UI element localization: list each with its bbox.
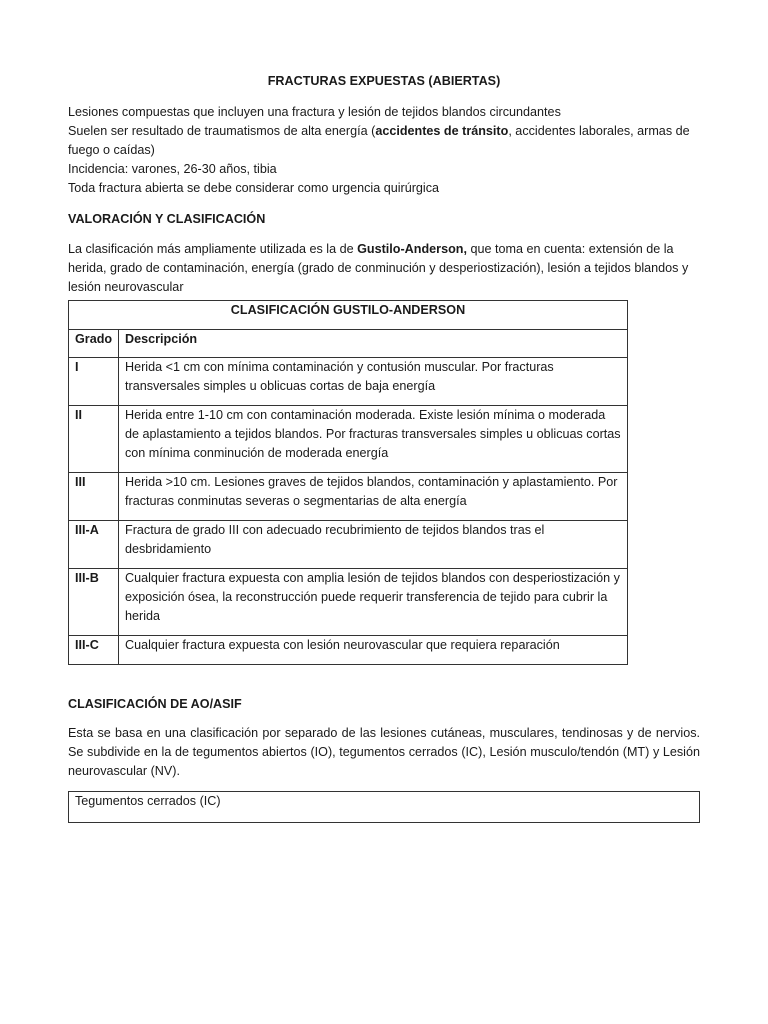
description-cell: Cualquier fractura expuesta con lesión neurovascular que requiera reparación (119, 636, 628, 665)
document-page (68, 72, 700, 823)
tegumentos-cerrados-box (68, 791, 700, 823)
table-caption-row (69, 301, 628, 330)
section-paragraph-ao-asif: Esta se basa en una clasificación por separado de las lesiones cutáneas, musculares, tendinosas y de nervios. Se subdivide en la de tegumentos abiertos (IO), tegumentos cerrados (IC), Lesión musculo/tendón (MT) y Lesión neurovascular (NV). (68, 726, 700, 778)
grade-cell: III-C (69, 636, 119, 665)
section-heading-valoracion: VALORACIÓN Y CLASIFICACIÓN (68, 212, 266, 226)
table-row (69, 636, 628, 665)
grade-cell: I (69, 358, 119, 406)
valoracion-text-bold: Gustilo-Anderson, (357, 242, 467, 256)
column-header-grade: Grado (69, 330, 119, 358)
description-cell: Fractura de grado III con adecuado recubrimiento de tejidos blandos tras el desbridamiento (119, 521, 628, 569)
description-cell: Herida >10 cm. Lesiones graves de tejidos blandos, contaminación y aplastamiento. Por fracturas conminutas severas o segmentarias de alta energía (119, 473, 628, 521)
table-row (69, 358, 628, 406)
table-caption: CLASIFICACIÓN GUSTILO-ANDERSON (69, 301, 628, 330)
table-row (69, 473, 628, 521)
description-cell: Cualquier fractura expuesta con amplia lesión de tejidos blandos con desperiostización y exposición ósea, la reconstrucción puede requerir transferencia de tejido para cubrir la herida (119, 569, 628, 636)
section-paragraph-valoracion (68, 240, 700, 297)
intro-line-2-bold: accidentes de tránsito (375, 124, 509, 138)
document-title: FRACTURAS EXPUESTAS (ABIERTAS) (267, 74, 501, 88)
description-cell: Herida <1 cm con mínima contaminación y contusión muscular. Por fracturas transversales simples u oblicuas cortas de baja energía (119, 358, 628, 406)
grade-cell: III-B (69, 569, 119, 636)
table-row (69, 521, 628, 569)
tegumentos-cerrados-label: Tegumentos cerrados (IC) (75, 794, 221, 808)
intro-line-2 (68, 122, 700, 160)
description-cell: Herida entre 1-10 cm con contaminación moderada. Existe lesión mínima o moderada de aplastamiento a tejidos blandos. Por fracturas transversales simples u oblicuas cortas con mínima conminución de moderada energía (119, 406, 628, 473)
section-heading-ao-asif: CLASIFICACIÓN DE AO/ASIF (68, 697, 242, 711)
table-row (69, 406, 628, 473)
grade-cell: II (69, 406, 119, 473)
intro-line-3: Incidencia: varones, 26-30 años, tibia (68, 162, 277, 176)
valoracion-text-post: que toma en cuenta: extensión de la herida, grado de contaminación, energía (grado de conminución y desperiostización), lesión a tejidos blandos y lesión neurovascular (68, 242, 689, 294)
valoracion-text-pre: La clasificación más ampliamente utilizada es la de (68, 242, 358, 256)
gustilo-anderson-table (68, 300, 628, 665)
intro-line-2-post: , accidentes laborales, armas de fuego o caídas) (68, 124, 690, 157)
intro-line-1: Lesiones compuestas que incluyen una fractura y lesión de tejidos blandos circundantes (68, 105, 561, 119)
table-header-row (69, 330, 628, 358)
grade-cell: III (69, 473, 119, 521)
column-header-description: Descripción (119, 330, 628, 358)
intro-line-2-pre: Suelen ser resultado de traumatismos de alta energía ( (68, 124, 376, 138)
grade-cell: III-A (69, 521, 119, 569)
intro-line-4: Toda fractura abierta se debe considerar como urgencia quirúrgica (68, 181, 440, 195)
table-row (69, 569, 628, 636)
